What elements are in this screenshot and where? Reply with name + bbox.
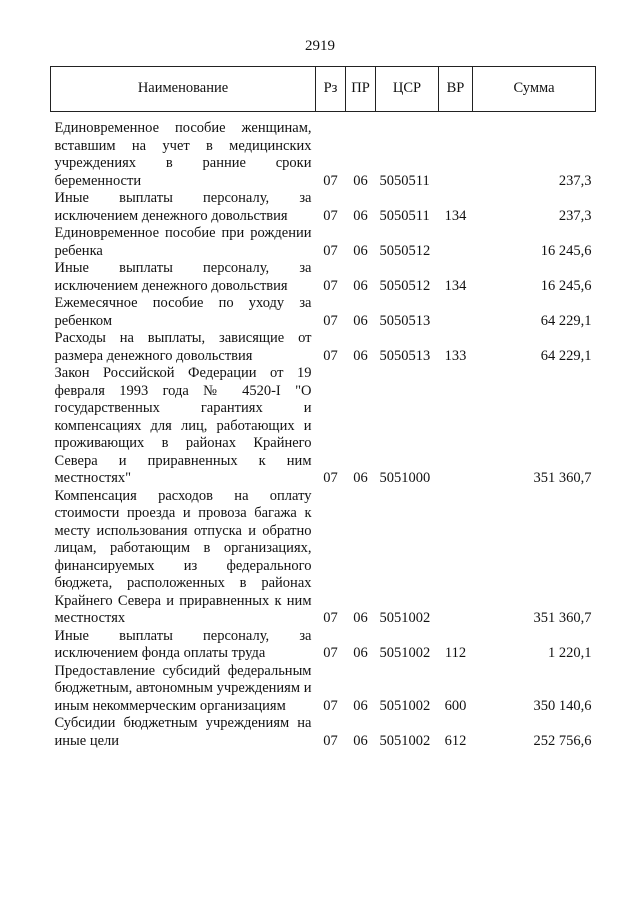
row-rz: 07 xyxy=(323,347,338,364)
row-rz: 07 xyxy=(323,645,338,661)
row-name: Закон Российской Федерации от 19 февраля 1993 года № 4520-I "О государственных гарантиях и компенсациях для лиц, работающих и проживающих в районах Крайнего Севера и приравненных к ним местностях" xyxy=(54,365,312,486)
table-row xyxy=(51,628,596,663)
row-name: Единовременное пособие при рождении ребенка xyxy=(54,225,312,259)
row-rz: 07 xyxy=(323,277,338,294)
row-pr: 06 xyxy=(353,312,368,329)
row-sum: 16 245,6 xyxy=(540,242,592,259)
row-csr: 5050511 xyxy=(379,207,430,224)
row-pr: 06 xyxy=(353,347,368,364)
budget-table xyxy=(50,66,596,750)
row-sum: 64 229,1 xyxy=(540,347,592,364)
row-rz: 07 xyxy=(323,207,338,224)
row-pr: 06 xyxy=(353,277,368,294)
row-name: Предоставление субсидий федеральным бюджетным, автономным учреждениям и иным некоммерческим организациям xyxy=(54,662,312,714)
row-vr: 612 xyxy=(444,732,467,749)
table-row xyxy=(51,225,596,260)
table-row xyxy=(51,715,596,750)
row-name: Единовременное пособие женщинам, вставшим на учет в медицинских учреждениях в ранние сроки беременности xyxy=(54,120,312,189)
row-name: Расходы на выплаты, зависящие от размера денежного довольствия xyxy=(54,330,312,364)
row-pr: 06 xyxy=(353,610,368,626)
row-csr: 5051002 xyxy=(379,732,431,749)
row-sum: 351 360,7 xyxy=(533,470,592,486)
row-sum: 237,3 xyxy=(558,207,592,224)
row-pr: 06 xyxy=(353,645,368,661)
row-name: Иные выплаты персоналу, за исключением фонда оплаты труда xyxy=(54,627,312,661)
table-row xyxy=(51,295,596,330)
row-name: Компенсация расходов на оплату стоимости проезда и провоза багажа к месту использования отпуска и обратно лицам, работающим в организациях, финансируемых из федерального бюджета, расположенных в районах Крайнего Севера и приравненных к ним местностях xyxy=(54,487,312,626)
row-csr: 5050512 xyxy=(379,242,431,259)
row-vr: 134 xyxy=(444,277,467,294)
row-rz: 07 xyxy=(323,312,338,329)
row-csr: 5051000 xyxy=(379,470,431,486)
table-row xyxy=(51,112,596,191)
row-vr xyxy=(439,225,473,260)
row-rz: 07 xyxy=(323,732,338,749)
row-sum: 252 756,6 xyxy=(533,732,592,749)
row-vr: 134 xyxy=(444,207,467,224)
header-pr: ПР xyxy=(346,67,376,112)
table-row xyxy=(51,330,596,365)
row-vr: 112 xyxy=(444,645,467,661)
row-pr: 06 xyxy=(353,242,368,259)
header-sum: Сумма xyxy=(473,67,596,112)
row-csr: 5050513 xyxy=(379,347,431,364)
table-row xyxy=(51,190,596,225)
row-sum: 16 245,6 xyxy=(540,277,592,294)
table-row xyxy=(51,365,596,488)
row-rz: 07 xyxy=(323,470,338,486)
row-name: Ежемесячное пособие по уходу за ребенком xyxy=(54,295,312,329)
row-sum: 237,3 xyxy=(558,172,592,189)
row-pr: 06 xyxy=(353,207,368,224)
row-sum: 1 220,1 xyxy=(548,645,592,661)
table-row xyxy=(51,260,596,295)
header-csr: ЦСР xyxy=(376,67,439,112)
row-pr: 06 xyxy=(353,470,368,486)
row-pr: 06 xyxy=(353,697,368,714)
row-sum: 350 140,6 xyxy=(533,697,592,714)
row-vr xyxy=(439,295,473,330)
row-csr: 5050512 xyxy=(379,277,431,294)
row-name: Субсидии бюджетным учреждениям на иные цели xyxy=(54,715,312,749)
row-csr: 5051002 xyxy=(379,645,431,661)
row-vr xyxy=(439,488,473,628)
row-rz: 07 xyxy=(323,610,338,626)
row-pr: 06 xyxy=(353,732,368,749)
table-header-row xyxy=(51,67,596,112)
row-csr: 5051002 xyxy=(379,610,431,626)
row-csr: 5050513 xyxy=(379,312,431,329)
row-vr xyxy=(439,112,473,191)
page-number: 2919 xyxy=(305,38,335,54)
row-vr: 600 xyxy=(444,697,467,714)
row-pr: 06 xyxy=(353,172,368,189)
row-sum: 64 229,1 xyxy=(540,312,592,329)
table-row xyxy=(51,663,596,716)
header-name: Наименование xyxy=(51,67,316,112)
row-rz: 07 xyxy=(323,242,338,259)
table-row xyxy=(51,488,596,628)
row-rz: 07 xyxy=(323,172,338,189)
row-vr: 133 xyxy=(444,347,467,364)
row-rz: 07 xyxy=(323,697,338,714)
header-rz: Рз xyxy=(316,67,346,112)
row-csr: 5051002 xyxy=(379,697,431,714)
row-name: Иные выплаты персоналу, за исключением денежного довольствия xyxy=(54,260,312,294)
row-vr xyxy=(439,365,473,488)
header-vr: ВР xyxy=(439,67,473,112)
row-csr: 5050511 xyxy=(379,172,430,189)
row-name: Иные выплаты персоналу, за исключением денежного довольствия xyxy=(54,190,312,224)
row-sum: 351 360,7 xyxy=(533,610,592,626)
